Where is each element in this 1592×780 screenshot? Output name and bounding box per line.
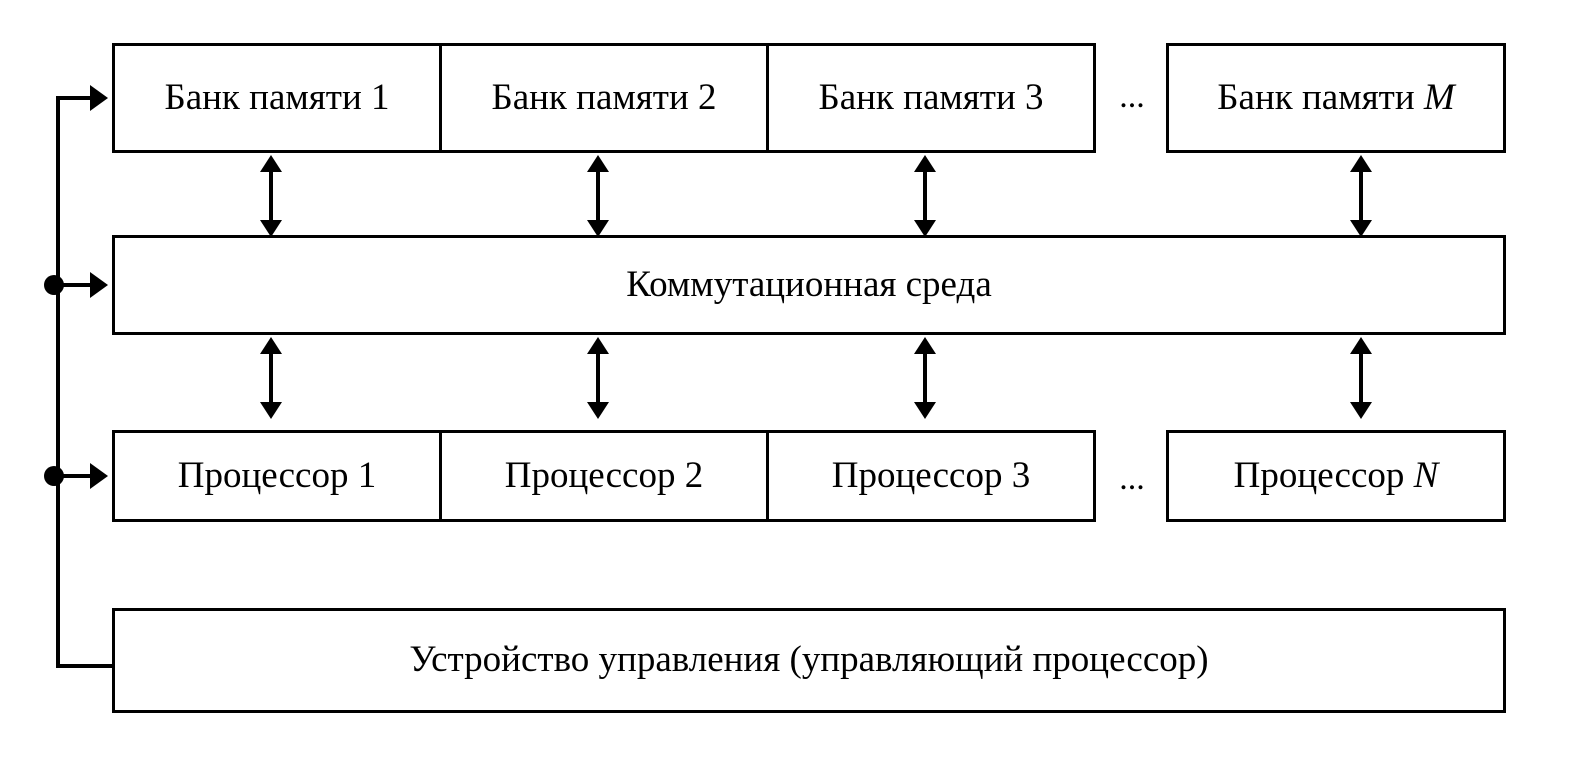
processor-2-label: Процессор 2: [504, 454, 704, 496]
processor-2: [439, 430, 769, 522]
memory-bank-2-label: Банк памяти 2: [491, 76, 717, 118]
arrow-memorym-fabric: [1359, 171, 1363, 221]
memory-bank-m: [1166, 43, 1506, 153]
memory-bank-3-label: Банк памяти 3: [818, 76, 1044, 118]
processor-1-label: Процессор 1: [177, 454, 377, 496]
control-unit: [112, 608, 1506, 713]
arrow-memory3-fabric: [923, 171, 927, 221]
memory-bank-3: [766, 43, 1096, 153]
arrow-fabric-processor1: [269, 353, 273, 403]
memory-bank-1-label: Банк памяти 1: [164, 76, 390, 118]
control-bus-trunk: [56, 96, 60, 666]
memory-bank-ellipsis: ...: [1119, 78, 1145, 115]
switch-fabric-label: Коммутационная среда: [626, 263, 992, 305]
control-bus-arrow-fabric: [90, 272, 108, 298]
memory-bank-2: [439, 43, 769, 153]
processor-n: [1166, 430, 1506, 522]
control-bus-junction-fabric: [44, 275, 64, 295]
control-bus-arrow-memory: [90, 85, 108, 111]
arrow-memory1-fabric: [269, 171, 273, 221]
arrow-fabric-processor3: [923, 353, 927, 403]
memory-bank-m-label: Банк памяти M: [1217, 76, 1455, 118]
processor-3-label: Процессор 3: [831, 454, 1031, 496]
control-bus-arrow-processors: [90, 463, 108, 489]
memory-bank-1: [112, 43, 442, 153]
arrow-fabric-processorn: [1359, 353, 1363, 403]
processor-ellipsis: ...: [1119, 460, 1145, 497]
control-bus-junction-processors: [44, 466, 64, 486]
switch-fabric: [112, 235, 1506, 335]
arrow-fabric-processor2: [596, 353, 600, 403]
processor-1: [112, 430, 442, 522]
processor-3: [766, 430, 1096, 522]
control-bus-to-control-unit: [56, 664, 114, 668]
processor-n-label: Процессор N: [1233, 454, 1439, 496]
control-unit-label: Устройство управления (управляющий процессор): [409, 639, 1209, 681]
arrow-memory2-fabric: [596, 171, 600, 221]
